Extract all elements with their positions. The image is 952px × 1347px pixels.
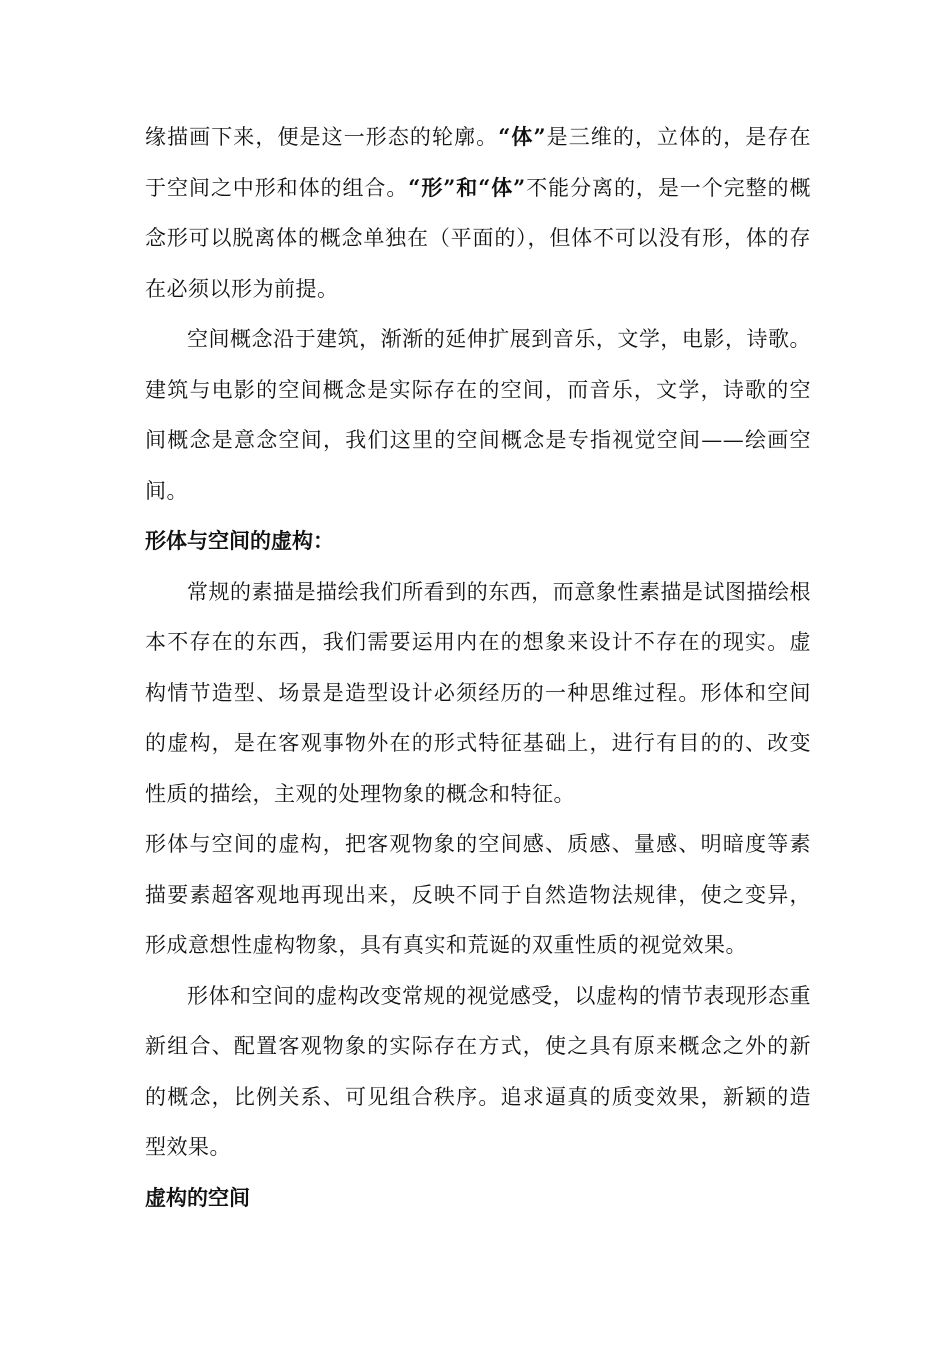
paragraph-visual-perception: 形体和空间的虚构改变常规的视觉感受，以虚构的情节表现形态重新组合、配置客观物象的实际存在方式，使之具有原来概念之外的新的概念，比例关系、可见组合秩序。追求逼真的质变效果，新颖的造型效果。 bbox=[145, 983, 811, 1159]
emphasis-ti: “体” bbox=[498, 124, 547, 149]
paragraph-space-concept: 空间概念沿于建筑，渐渐的延伸扩展到音乐，文学，电影，诗歌。建筑与电影的空间概念是实际存在的空间，而音乐，文学，诗歌的空间概念是意念空间，我们这里的空间概念是专指视觉空间——绘画空间。 bbox=[145, 327, 811, 503]
paragraph-conventional-sketch: 常规的素描是描绘我们所看到的东西，而意象性素描是试图描绘根本不存在的东西，我们需要运用内在的想象来设计不存在的现实。虚构情节造型、场景是造型设计必须经历的一种思维过程。形体和空间的虚构，是在客观事物外在的形式特征基础上，进行有目的的、改变性质的描绘，主观的处理物象的概念和特征。 bbox=[145, 579, 811, 806]
section-heading-fiction-of-form-and-space: 形体与空间的虚构： bbox=[145, 529, 334, 553]
paragraph-form-and-volume bbox=[145, 112, 811, 314]
paragraph-fiction-elements: 形体与空间的虚构，把客观物象的空间感、质感、量感、明暗度等素描要素超客观地再现出来，反映不同于自然造物法规律，使之变异，形成意想性虚构物象，具有真实和荒诞的双重性质的视觉效果。 bbox=[145, 832, 811, 957]
paragraph-text: 不能分离的，是一个完整的概念形可以脱离体的概念单独在（平面的），但体不可以没有形，体的存在必须以形为前提。 bbox=[145, 175, 811, 301]
paragraph-text: 缘描画下来，便是这一形态的轮廓。 bbox=[145, 125, 499, 149]
document-page bbox=[145, 112, 811, 1223]
paragraph-text: 是三维的，立体的，是存在于空间之中形和体的组合。 bbox=[145, 125, 812, 200]
emphasis-xing-he-ti: “形”和“体” bbox=[408, 174, 526, 200]
section-heading-fictional-space: 虚构的空间 bbox=[145, 1185, 250, 1210]
